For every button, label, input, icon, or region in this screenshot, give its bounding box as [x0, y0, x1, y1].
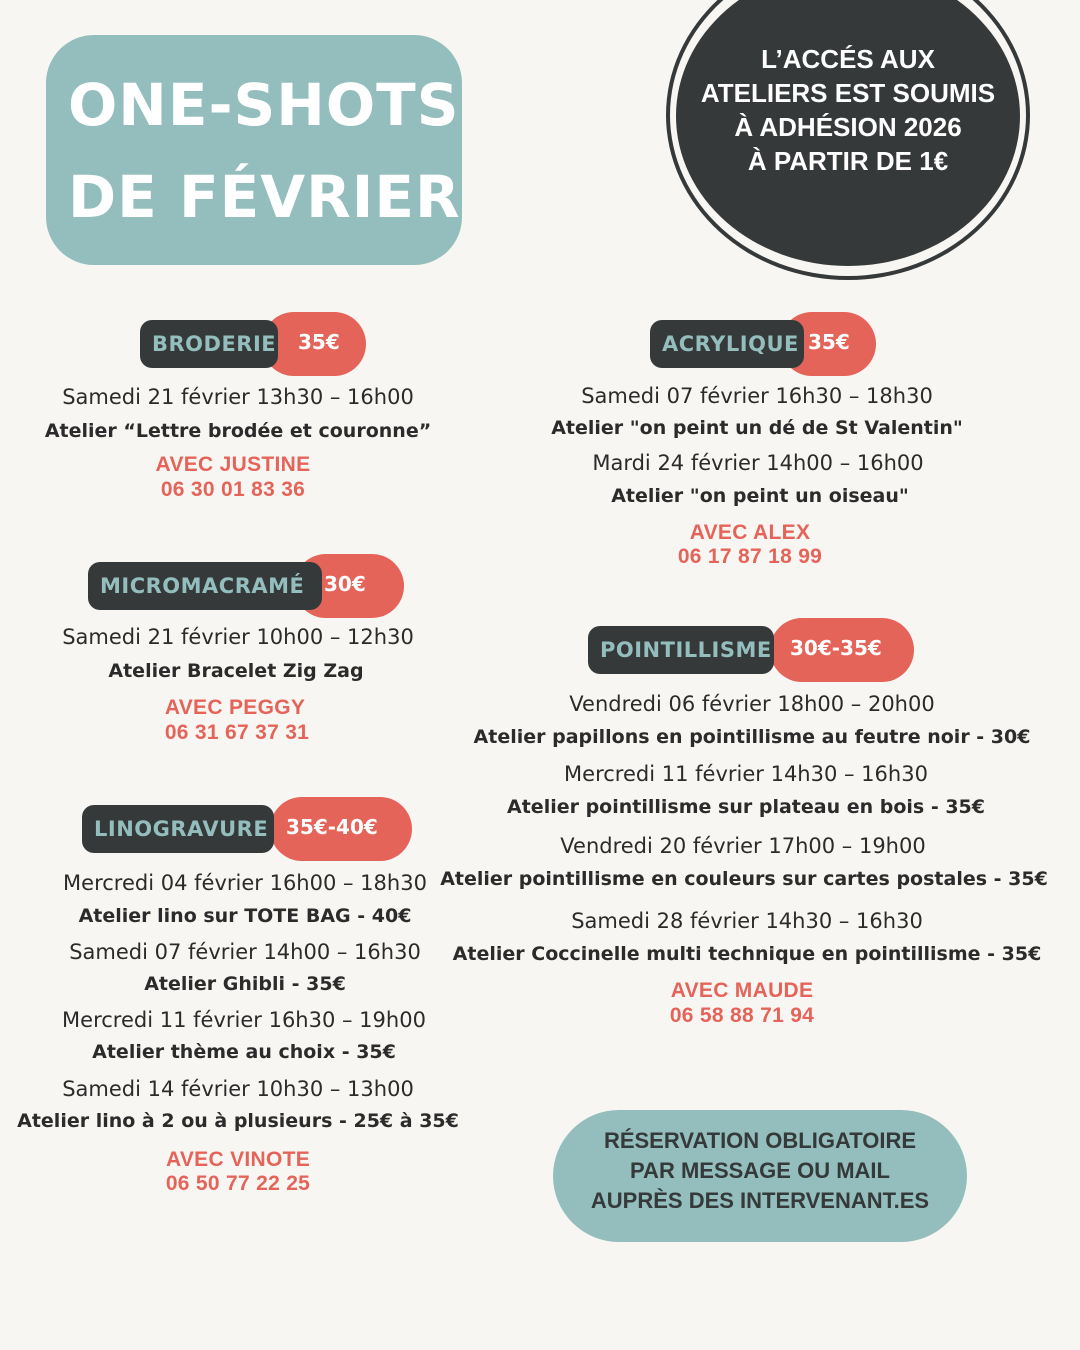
- linogravure-date-1: Mercredi 04 février 16h00 – 18h30: [63, 871, 427, 895]
- linogravure-desc-3: Atelier thème au choix - 35€: [92, 1041, 396, 1063]
- pointillisme-desc-4: Atelier Coccinelle multi technique en pointillisme - 35€: [452, 943, 1042, 965]
- pointillisme-desc-3: Atelier pointillisme en couleurs sur cartes postales - 35€: [440, 868, 1048, 890]
- pointillisme-desc-2: Atelier pointillisme sur plateau en bois - 35€: [507, 796, 985, 818]
- linogravure-price: 35€-40€: [270, 797, 412, 861]
- title-banner: [46, 35, 462, 265]
- title-line-2: DE FÉVRIER: [68, 163, 461, 231]
- broderie-price: 35€: [262, 312, 366, 376]
- broderie-desc-1: Atelier “Lettre brodée et couronne”: [44, 420, 432, 442]
- broderie-header: [140, 312, 366, 376]
- linogravure-header: [82, 797, 412, 861]
- acrylique-date-1: Samedi 07 février 16h30 – 18h30: [581, 384, 933, 408]
- micromacrame-date-1: Samedi 21 février 10h00 – 12h30: [62, 625, 414, 649]
- notice-line-1: L’ACCÉS AUX: [761, 44, 935, 74]
- pointillisme-header: [588, 618, 914, 682]
- reservation-line-1: RÉSERVATION OBLIGATOIRE: [603, 1128, 917, 1153]
- membership-notice: [676, 42, 1020, 178]
- acrylique-price: 35€: [780, 312, 876, 376]
- acrylique-desc-1: Atelier "on peint un dé de St Valentin": [551, 417, 963, 439]
- acrylique-phone[interactable]: 06 17 87 18 99: [677, 545, 823, 568]
- linogravure-phone[interactable]: 06 50 77 22 25: [165, 1172, 311, 1195]
- notice-line-4: À PARTIR DE 1€: [747, 146, 949, 176]
- linogravure-date-3: Mercredi 11 février 16h30 – 19h00: [62, 1008, 426, 1032]
- broderie-category: BRODERIE: [140, 320, 278, 368]
- acrylique-desc-2: Atelier "on peint un oiseau": [611, 485, 909, 507]
- acrylique-category: ACRYLIQUE: [650, 320, 804, 368]
- reservation-line-2: PAR MESSAGE OU MAIL: [630, 1158, 890, 1183]
- notice-line-2: ATELIERS EST SOUMIS: [700, 78, 996, 108]
- pointillisme-date-1: Vendredi 06 février 18h00 – 20h00: [569, 692, 935, 716]
- broderie-phone[interactable]: 06 30 01 83 36: [160, 478, 306, 501]
- notice-line-3: À ADHÉSION 2026: [734, 112, 962, 142]
- linogravure-desc-4: Atelier lino à 2 ou à plusieurs - 25€ à 35€: [17, 1110, 459, 1132]
- micromacrame-desc-1: Atelier Bracelet Zig Zag: [108, 660, 364, 682]
- reservation-line-3: AUPRÈS DES INTERVENANT.ES: [590, 1188, 930, 1213]
- micromacrame-phone[interactable]: 06 31 67 37 31: [164, 721, 310, 744]
- micromacrame-price: 30€: [294, 554, 404, 618]
- broderie-date-1: Samedi 21 février 13h30 – 16h00: [62, 385, 414, 409]
- micromacrame-category: MICROMACRAMÉ: [88, 562, 322, 610]
- acrylique-date-2: Mardi 24 février 14h00 – 16h00: [592, 451, 924, 475]
- pointillisme-category: POINTILLISME: [588, 626, 774, 674]
- micromacrame-instructor: AVEC PEGGY: [164, 696, 306, 719]
- linogravure-desc-1: Atelier lino sur TOTE BAG - 40€: [78, 905, 412, 927]
- micromacrame-header: [88, 554, 404, 618]
- linogravure-instructor: AVEC VINOTE: [165, 1148, 311, 1171]
- reservation-notice: [553, 1126, 967, 1216]
- pointillisme-date-3: Vendredi 20 février 17h00 – 19h00: [560, 834, 926, 858]
- acrylique-header: [650, 312, 876, 376]
- pointillisme-price: 30€-35€: [770, 618, 914, 682]
- pointillisme-phone[interactable]: 06 58 88 71 94: [669, 1004, 815, 1027]
- pointillisme-date-4: Samedi 28 février 14h30 – 16h30: [571, 909, 923, 933]
- broderie-instructor: AVEC JUSTINE: [155, 453, 311, 476]
- pointillisme-instructor: AVEC MAUDE: [670, 979, 814, 1002]
- linogravure-category: LINOGRAVURE: [82, 805, 274, 853]
- pointillisme-date-2: Mercredi 11 février 14h30 – 16h30: [564, 762, 928, 786]
- linogravure-date-4: Samedi 14 février 10h30 – 13h00: [62, 1077, 414, 1101]
- linogravure-desc-2: Atelier Ghibli - 35€: [144, 973, 346, 995]
- acrylique-instructor: AVEC ALEX: [689, 521, 811, 544]
- pointillisme-desc-1: Atelier papillons en pointillisme au feutre noir - 30€: [473, 726, 1031, 748]
- linogravure-date-2: Samedi 07 février 14h00 – 16h30: [69, 940, 421, 964]
- title-line-1: ONE-SHOTS: [68, 71, 460, 139]
